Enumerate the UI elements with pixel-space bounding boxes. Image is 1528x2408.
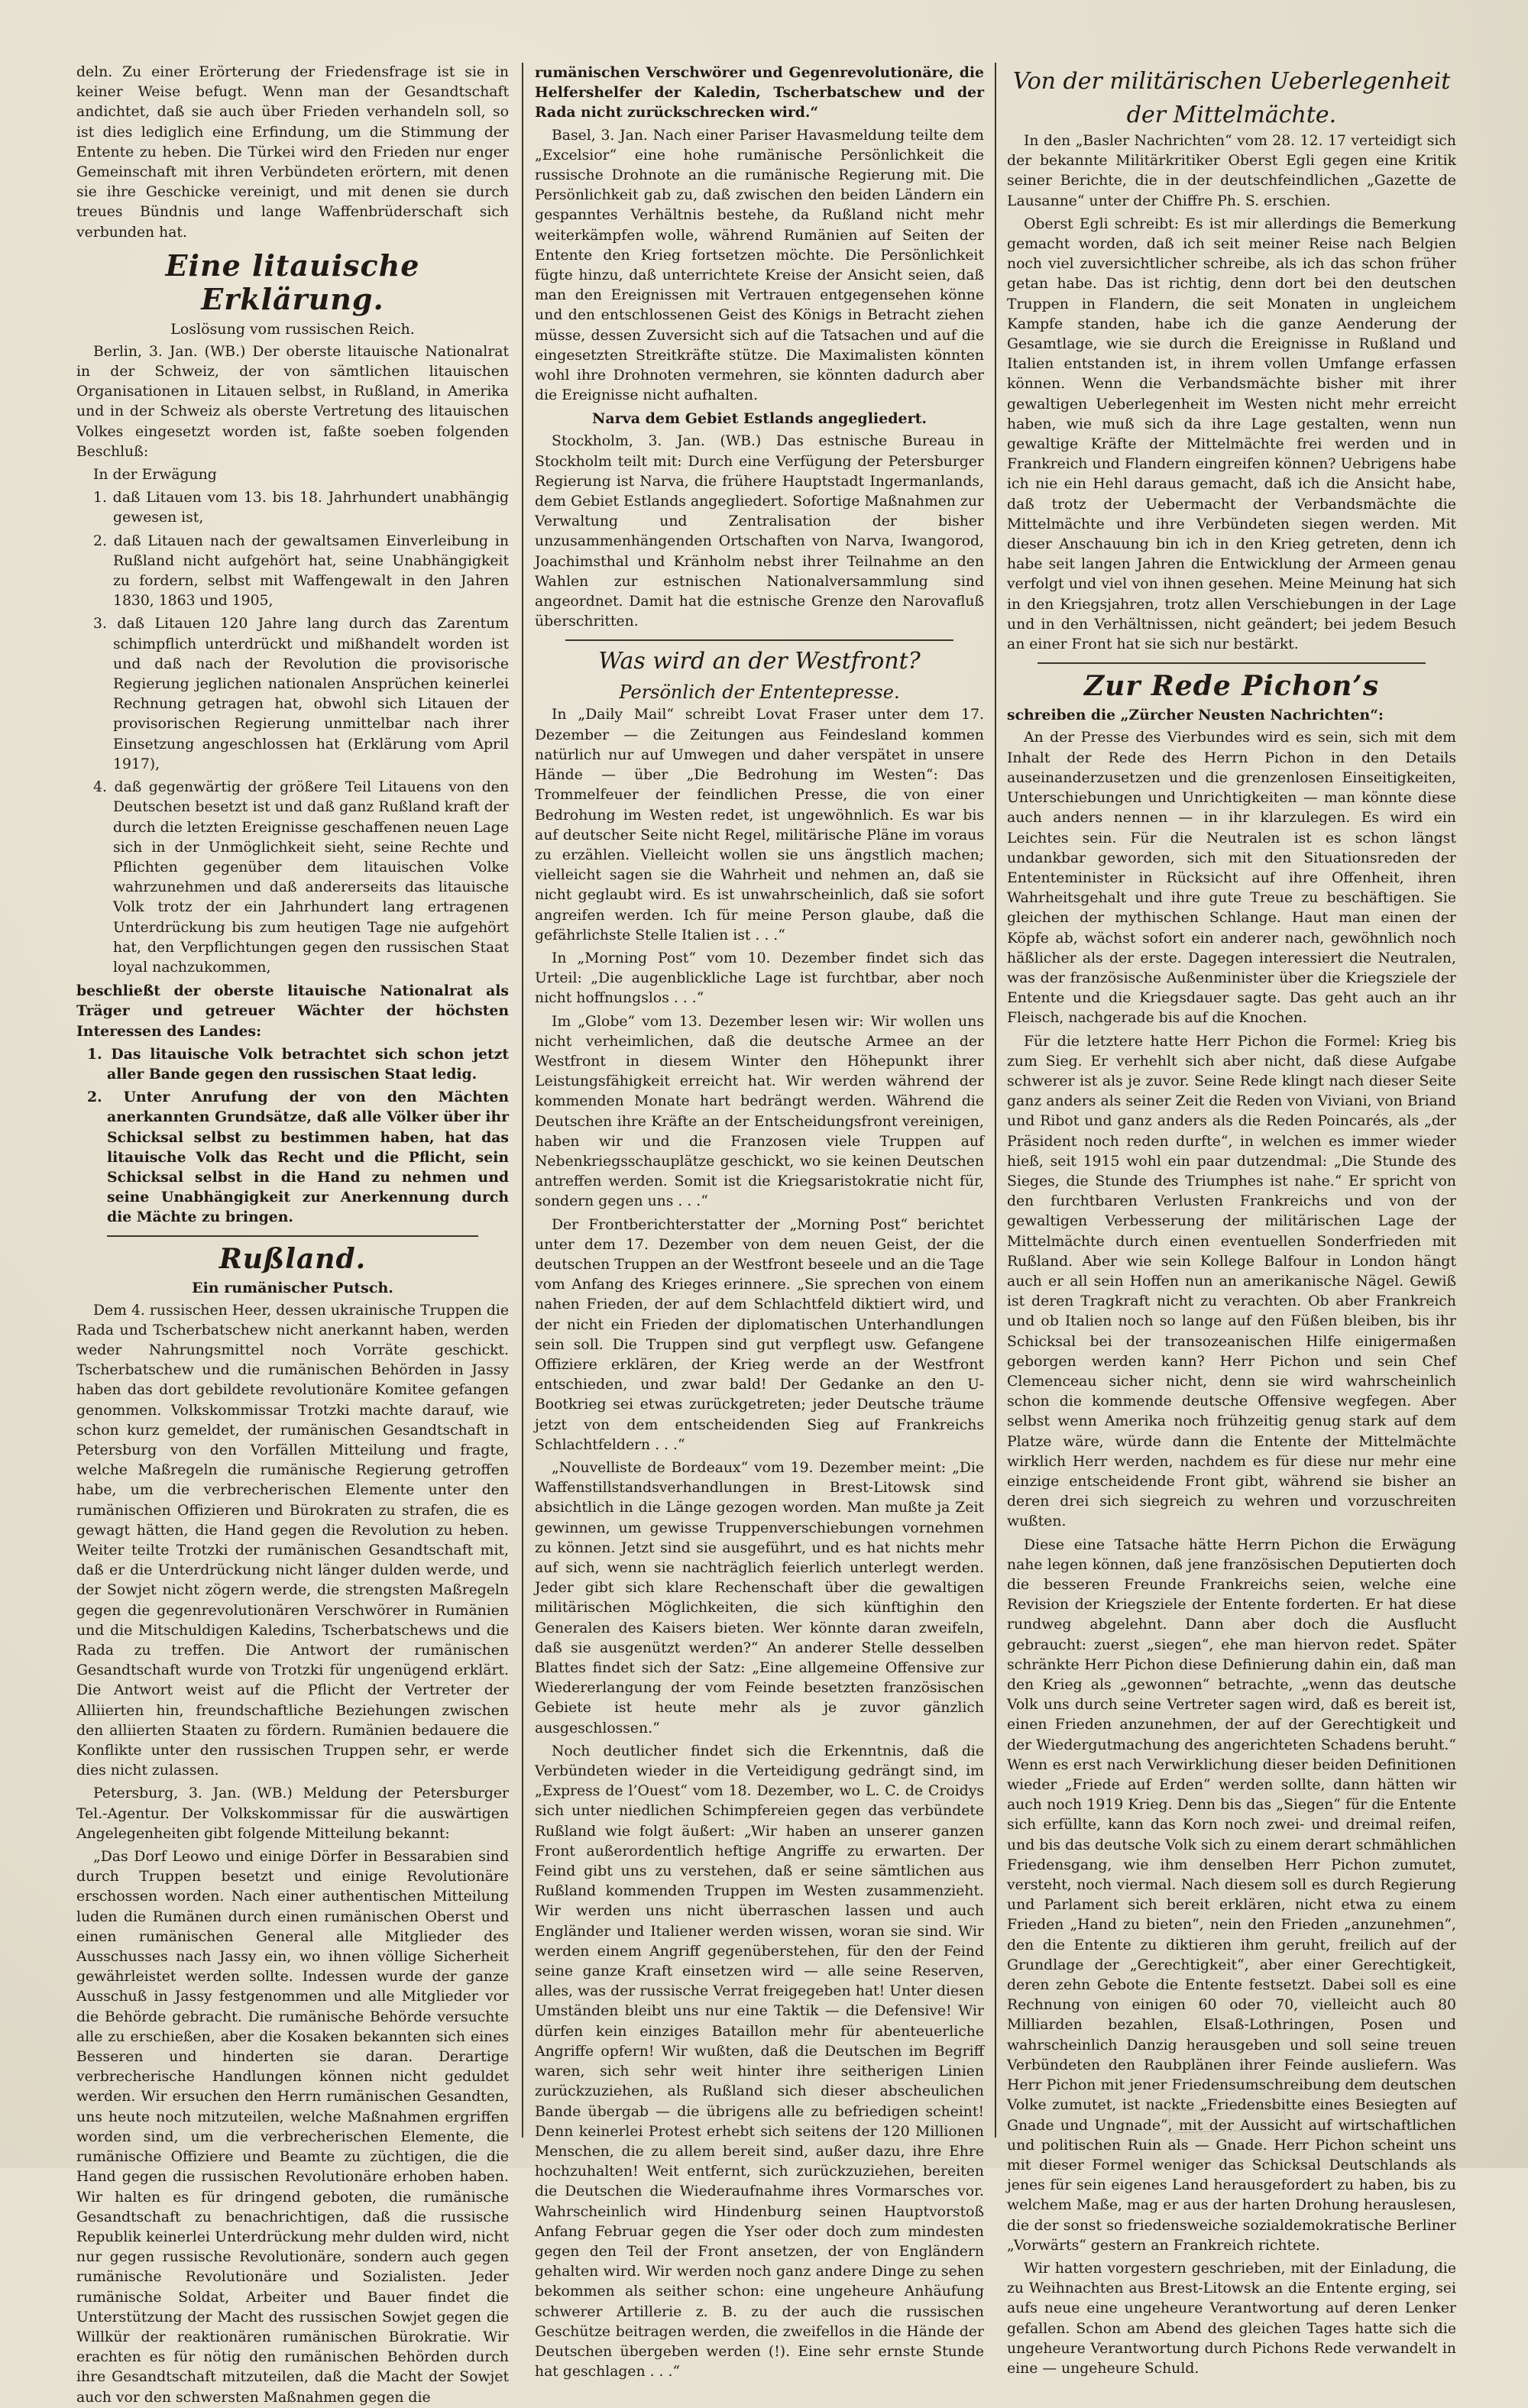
lithuania-paragraph-2: In der Erwägung [93,467,217,484]
nouvelliste-paragraph: „Nouvelliste de Bordeaux“ vom 19. Dezember meint: „Die Waffenstillstandsverhandlungen in Brest-Litowsk sind absichtlich in die Länge gezogen worden. Man mußte ja Zeit gewinnen, um gewisse Truppenverschiebungen vornehmen zu können. Jetzt sind sie ausgeführt, und es hat nichts mehr auf sich, wenn sie nachträglich feierlich unterlegt werden. Jeder gibt sich klare Rechenschaft über die gewaltigen militärischen Möglichkeiten, die sich künftighin den Generalen des Kaisers bieten. Wer könnte daran zweifeln, daß sie ausgenützt werden?“ An anderer Stelle desselben Blattes findet sich der Satz: „Eine allgemeine Offensive zur Wiedererlangung der vom Feinde besetzten französischen Gebiete ist heute mehr als je zuvor gänzlich ausgeschlossen.“ [535,1460,984,1736]
faint-stamp-mark [1169,2106,1286,2133]
romania-continuation: rumänischen Verschwörer und Gegenrevolutionäre, die Helfershelfer der Kaledin, Tscherbatschew und der Rada nicht zurückschrecken wird.“ [535,64,984,121]
military-headline-line-2: der Mittelmächte. [1126,102,1337,128]
express-de-louest-paragraph: Noch deutlicher findet sich die Erkenntnis, daß die Verbündeten wieder in die Verteidigung gedrängt sind, im „Express de l’Ouest“ vom 18. Dezember, wo L. C. de Croidys sich unter niedlichen Schimpfereien gegen das verbündete Rußland wie folgt äußert: „Wir haben an unserer ganzen Front außerordentlich heftige Angriffe zu erwarten. Der Feind gibt uns zu verstehen, daß er seine sämtlichen aus Rußland kommenden Truppen im Westen zusammenzieht. Wir werden uns nicht überraschen lassen und auch Engländer und Italiener werden wissen, woran sie sind. Wir werden einem Angriff gegenüberstehen, für den der Feind seine ganze Kraft einsetzen wird — alle seine Reserven, alles, was der russische Verrat freigegeben hat! Unter diesen Umständen bleibt uns nur eine Taktik — die Defensive! Wir dürfen kein einziges Bataillon mehr für abenteuerliche Angriffe opfern! Wir wußten, daß die Deutschen im Begriff waren, sich sehr weit hinter ihre seitherigen Linien zurückzuziehen, als Rußland sich dieser abscheulichen Bande übergab — die übrigens alle zu befriedigen scheint! Denn keinerlei Protest erhebt sich seitens der 120 Millionen Menschen, die zu allem bereit sind, außer dazu, ihre Ehre hochzuhalten! Weit entfernt, sich zurückzuziehen, bereiten die Deutschen die Wiederaufnahme ihres Vormarsches vor. Wahrscheinlich wird Hindenburg seinen Hauptvorstoß Anfang Februar gegen die Yser oder doch zum mindesten gegen den Teil der Front ansetzen, der von Engländern gehalten wird. Wir werden noch ganz andere Dinge zu sehen bekommen als seither schon: eine ungeheure Anhäufung schwerer Artillerie z. B. zu der auch die russischen Geschütze beitragen werden, die zweifellos in die Hände der Deutschen übergeben werden (!). Eine sehr ernste Stunde hat geschlagen . . .“ [535,1743,984,2380]
column-rule-2 [995,63,996,2138]
lithuania-point-2: 2. daß Litauen nach der gewaltsamen Einverleibung in Rußland nicht aufgehört hat, seine Unabhängigkeit zu fordern, selbst mit Waffengewalt in den Jahren 1830, 1863 und 1905, [93,532,509,610]
globe-paragraph: Im „Globe“ vom 13. Dezember lesen wir: Wir wollen uns nicht verheimlichen, daß die deutsche Armee an der Westfront in diesem Winter den Höhepunkt ihrer Leistungsfähigkeit erreicht hat. Wir werden während der kommenden Monate hart bedrängt werden. Während die Deutschen ihre Kräfte an der Entscheidungsfront vereinigen, haben wir und die Franzosen viele Truppen auf Nebenkriegsschauplätze geschickt, wo sie keinen Deutschen antreffen werden. Somit ist die Kriegsaristokratie nicht für, sondern gegen uns . . .“ [535,1013,984,1210]
pichon-paragraph-1: An der Presse des Vierbundes wird es sein, sich mit dem Inhalt der Rede des Herrn Pichon in den Details auseinanderzusetzen und die grenzenlosen Einseitigkeiten, Unterschiebungen und Unrichtigkeiten — man könnte diese auch anders nennen — in ihr klarzulegen. Es wird ein Leichtes sein. Für die Neutralen ist es schon längst undankbar geworden, sich mit den Situationsreden der Ententeminister in Rücksicht auf ihre Offenheit, ihren Wahrheitsgehalt und ihre gute Treue zu beschäftigen. Sie gleichen der mythischen Schlange. Haut man einen der Köpfe ab, wächst sofort ein anderer nach, gewöhnlich noch häßlicher als der erste. Dagegen interessiert die Neutralen, was der französische Außenminister über die Kriegsziele der Entente und die Kriegsdauer sagte. Das geht auch an ihr Fleisch, nachgerade bis auf die Knochen. [1007,730,1456,1027]
lithuania-resolution-1: 1. Das litauische Volk betrachtet sich schon jetzt aller Bande gegen den russischen Staat ledig. [87,1045,509,1083]
pichon-paragraph-3: Diese eine Tatsache hätte Herrn Pichon die Erwägung nahe legen können, daß jene französischen Deputierten doch die besseren Freunde Frankreichs seien, welche eine Revision der Kriegsziele der Entente forderten. Er hat diese rundweg abgelehnt. Dann aber doch die Ausflucht gebraucht: zuerst „siegen“, ehe man hiervon redet. Später schränkte Herr Pichon diese Definierung dahin ein, daß man den Krieg als „gewonnen“ betrachte, „wenn das deutsche Volk uns durch seine Vertreter sagen wird, daß es bereit ist, einen Frieden anzunehmen, der auf der Gerechtigkeit und der Wiedergutmachung des angerichteten Schadens beruht.“ Wenn es erst nach Verwirklichung dieser beiden Definitionen wieder „Friede auf Erden“ werden sollte, dann hätten wir auch noch 1919 Krieg. Denn bis das „Siegen“ für die Entente sich erfüllte, kann das Korn noch zwei- und dreimal reifen, und bis das deutsche Volk sich zu einem derart schmählichen Friedensgang, wie ihm denselben Herr Pichon zumutet, versteht, noch viermal. Nach diesem soll es durch Regierung und Parlament sich bereit erklären, nicht etwa zu einem Frieden „Hand zu bieten“, nein den Frieden „anzunehmen“, den die Entente zu diktieren ihm geruht, freilich auf der Grundlage der „Gerechtigkeit“, aber einer Gerechtigkeit, deren zehn Gebote die Entente festsetzt. Dabei soll es eine Rechnung von einigen 60 oder 70, vielleicht auch 80 Milliarden bezahlen, Elsaß-Lothringen, Posen und wahrscheinlich Danzig herausgeben und soll seine treuen Verbündeten den Raubplänen ihrer Feinde ausliefern. Was Herr Pichon mit jener Friedensumschreibung dem deutschen Volke zumutet, ist nackte „Friedensbitte eines Besiegten auf Gnade und Ungnade“, mit der Aussicht auf wirtschaftlichen und politischen Ruin als — Gnade. Herr Pichon scheint uns mit dieser Formel weniger das Schicksal Deutschlands als jenes für sein eigenes Land herausgefordert zu haben, bis zu welchem Maße, mag er aus der harten Drohung herauslesen, die der sonst so friedensweiche sozialdemokratische Berliner „Vorwärts“ gestern an Frankreich richtete. [1007,1536,1456,2254]
basler-nachrichten-paragraph: In den „Basler Nachrichten“ vom 28. 12. 17 verteidigt sich der bekannte Militärkritiker Oberst Egli gegen eine Kritik seiner Berichte, die in der deutschfeindlichen „Gazette de Lausanne“ unter der Chiffre Ph. S. erschien. [1007,133,1456,209]
stockholm-paragraph: Stockholm, 3. Jan. (WB.) Das estnische Bureau in Stockholm teilt mit: Durch eine Verfügung der Petersburger Regierung ist Narva, die frühere Hauptstadt Ingermanlands, dem Gebiet Estlands angegliedert. Sofortige Maßnahmen zur Verwaltung und Zentralisation der bisher unzusammenhängenden Ortschaften von Narva, Iwangorod, Joachimsthal und Kränholm nebst ihrer Teilnahme an den Wahlen zur estnischen Nationalversammlung sind angeordnet. Damit hat die estnische Grenze den Narovafluß überschritten. [535,433,984,630]
column-3 [1007,63,1456,2377]
westfront-headline: Was wird an der Westfront? [598,648,921,675]
russia-headline: Rußland. [219,1242,367,1275]
westfront-subheadline: Persönlich der Ententepresse. [619,681,900,704]
pichon-paragraph-4: Wir hatten vorgestern geschrieben, mit der Einladung, die zu Weihnachten aus Brest-Litowsk an die Entente erging, sei aufs neue eine ungeheure Verantwortung auf deren Lenker gefallen. Schon am Abend des gleichen Tages hatte sich die ungeheure Verantwortung durch Pichons Rede verwandelt in eine — ungeheure Schuld. [1007,2260,1456,2377]
lithuania-point-3: 3. daß Litauen 120 Jahre lang durch das Zarentum schimpflich unterdrückt und mißhandelt worden ist und daß nach der Revolution die provisorische Regierung jeglichen nationalen Ansprüchen keinerlei Rechnung getragen hat, obwohl sich Litauen der provisorischen Regierung unmittelbar nach ihrer Einsetzung angeschlossen hat (Erklärung vom April 1917), [93,616,509,772]
lithuania-resolution-intro: beschließt der oberste litauische Nationalrat als Träger und getreuer Wächter der höchsten Interessen des Landes: [76,982,509,1040]
section-divider [107,1235,478,1237]
russia-paragraph-2: Petersburg, 3. Jan. (WB.) Meldung der Petersburger Tel.-Agentur. Der Volkskommissar für die auswärtigen Angelegenheiten gibt folgende Mitteilung bekannt: [76,1785,509,1842]
column-2 [535,63,984,2380]
morning-post-paragraph: In „Morning Post“ vom 10. Dezember findet sich das Urteil: „Die augenblickliche Lage ist furchtbar, aber noch nicht hoffnungslos . . .“ [535,950,984,1007]
lithuania-point-1: 1. daß Litauen vom 13. bis 18. Jahrhundert unabhängig gewesen ist, [93,490,509,526]
pichon-headline: Zur Rede Pichon’s [1083,670,1380,703]
military-headline-line-1: Von der militärischen Ueberlegenheit [1012,68,1451,95]
column-1 [76,63,509,2406]
lithuania-paragraph-1: Berlin, 3. Jan. (WB.) Der oberste litauische Nationalrat in der Schweiz, der von sämtlichen litauischen Organisationen in Litauen selbst, in Rußland, in Amerika und in der Schweiz als oberste Vertretung des litauischen Volkes eingesetzt worden ist, faßte soeben folgenden Beschluß: [76,343,509,460]
russia-paragraph-3: „Das Dorf Leowo und einige Dörfer in Bessarabien sind durch Truppen besetzt und einige Revolutionäre erschossen worden. Nach einer authentischen Mitteilung luden die Rumänen durch einen rumänischen Oberst und einen rumänischen General alle Mitglieder des Ausschusses nach Jassy ein, wo ihnen völlige Sicherheit gewährleistet werden sollte. Indessen wurde der ganze Ausschuß in Jassy festgenommen und alle Mitglieder vor die Behörde gebracht. Die rumänische Behörde versuchte alle zu erschießen, aber die Kosaken bekannten sich eines Besseren und hinderten sie daran. Derartige verbrecherische Handlungen können nicht geduldet werden. Wir ersuchen den Herrn rumänischen Gesandten, uns heute noch mitzuteilen, welche Maßnahmen ergriffen worden sind, um die verbrecherischen Elemente, die rumänische Offiziere und Beamte zu züchtigen, die die Hand gegen die russischen Revolutionäre erhoben haben. Wir halten es für dringend geboten, die rumänische Gesandtschaft zu benachrichtigen, daß die russische Republik keinerlei Unterdrückung mehr dulden wird, nicht nur gegen russische Revolutionäre, sondern auch gegen rumänische Revolutionäre und Sozialisten. Jeder rumänische Soldat, Arbeiter und Bauer findet die Unterstützung der Macht des russischen Sowjet gegen die Willkür der reaktionären rumänischen Bürokratie. Wir erachten es für nötig den rumänischen Behörden durch ihre Gesandtschaft mitzuteilen, daß die Macht der Sowjet auch vor den schwersten Maßnahmen gegen die [76,1849,509,2406]
lithuania-subheadline: Loslösung vom russischen Reich. [170,320,415,338]
column-rule-1 [522,63,523,2138]
russia-subheadline: Ein rumänischer Putsch. [192,1279,393,1296]
turkey-continuation: deln. Zu einer Erörterung der Friedensfrage ist sie in keiner Weise befugt. Wenn man der Gesandtschaft andichtet, daß sie auch über Frieden verhandeln soll, so ist dies lediglich eine Erfindung, um die Stimmung der Entente zu heben. Die Türkei wird den Frieden nur enger Gemeinschaft mit ihren Verbündeten erörtern, mit denen sie ihre Geschicke vereinigt, und mit denen sie durch treues Bündnis und lange Waffenbrüderschaft sich verbunden hat. [76,64,509,241]
front-correspondent-paragraph: Der Frontberichterstatter der „Morning Post“ berichtet unter dem 17. Dezember von dem neuen Geist, der die deutschen Truppen an der Westfront beseele und an die Tage vom Anfang des Krieges erinnere. „Sie sprechen von einem nahen Frieden, der auf dem Schlachtfeld diktiert wird, und der nicht ein Frieden der diplomatischen Unterhandlungen sein soll. Die Truppen sind gut verpflegt usw. Gefangene Offiziere erklären, der Krieg werde an der Westfront entschieden, und zwar bald! Der Gedanke an den U-Bootkrieg sei etwas zurückgetreten; jeder Deutsche träume jetzt von dem entscheidenden Sieg auf Frankreichs Schlachtfeldern . . .“ [535,1216,984,1453]
basel-paragraph: Basel, 3. Jan. Nach einer Pariser Havasmeldung teilte dem „Excelsior“ eine hohe rumänische Persönlichkeit die russische Drohnote an die rumänische Regierung mit. Die Persönlichkeit gab zu, daß zwischen den beiden Ländern ein gespanntes Verhältnis bestehe, da Rußland nicht mehr weiterkämpfen wolle, während Rumänien auf Seiten der Entente den Krieg fortsetzen möchte. Die Persönlichkeit fügte hinzu, daß unterrichtete Kreise der Ansicht seien, daß man den Ereignissen mit Vertrauen entgegensehen könne und den entschlossenen Geist des Königs in Betracht ziehen müsse, dessen Zuversicht sich auf die Tatsachen und auf die eingesetzten Streitkräfte stütze. Die Maximalisten könnten wohl ihre Drohnoten vermehren, sie könnten dadurch aber die Ereignisse nicht aufhalten. [535,127,984,404]
oberst-egli-paragraph: Oberst Egli schreibt: Es ist mir allerdings die Bemerkung gemacht worden, daß ich seit meiner Reise nach Belgien noch viel zuversichtlicher schreibe, als ich das schon früher getan habe. Das ist richtig, denn dort bei den deutschen Truppen in Flandern, die seit Monaten in ungleichem Kampfe standen, habe ich die ganze Aenderung der Gesamtlage, wie sie durch die Ereignisse in Rußland und Italien entstanden ist, in ihrem vollen Umfange erfassen können. Wenn die Verbandsmächte bisher mit ihrer gewaltigen Ueberlegenheit im Westen nicht mehr erreicht haben, wie muß sich da ihre Lage gestalten, wenn nun gewaltige Kräfte der Mittelmächte frei werden und in Frankreich und Flandern eingreifen können? Uebrigens habe ich nie ein Hehl daraus gemacht, daß ich die Ansicht habe, daß trotz der Uebermacht der Verbandsmächte die Mittelmächte und ihre Verbündeten siegen werden. Mit dieser Anschauung bin ich in den Krieg getreten, denn ich habe seit langen Jahren die Entwicklung der Armeen genau verfolgt und viel von ihnen gesehen. Meine Meinung hat sich in den Kriegsjahren, trotz allen Verschiebungen in der Lage und in den Verhältnissen, nicht geändert; bei jedem Besuch an einer Front hat sie sich nur bestärkt. [1007,215,1456,653]
section-divider [565,639,953,641]
pichon-paragraph-2: Für die letztere hatte Herr Pichon die Formel: Krieg bis zum Sieg. Er verhehlt sich aber nicht, daß diese Aufgabe schwerer ist als je zuvor. Seine Rede klingt nach dieser Seite ganz anders als seiner Zeit die Reden von Viviani, von Briand und Ribot und ganz anders als die Reden Poincarés, als „der Präsident noch reden durfte“, in welchen es immer wieder hieß, seit 1915 wohl ein paar dutzendmal: „Die Stunde des Sieges, die Stunde des Triumphes ist nahe.“ Er spricht von den furchtbaren Verlusten Frankreichs und von der gewaltigen Verbesserung der militärischen Lage der Mittelmächte durch einen eventuellen Sonderfrieden mit Rußland. Aber wie sein Kollege Balfour in London hängt auch er all sein Hoffen nun an amerikanische Nägel. Gewiß ist deren Tragkraft nicht zu verachten. Ob aber Frankreich und ob Italien noch so lange auf den Füßen bleiben, bis ihr Schicksal bei der transozeanischen Hilfe einigermaßen geborgen werden kann? Herr Pichon und sein Chef Clemenceau sicher nicht, denn sie wird wahrscheinlich schon die kommende deutsche Offensive wegfegen. Aber selbst wenn Amerika noch frühzeitig genug stark auf dem Platze wäre, würde dann die Entente der Mittelmächte wirklich Herr werden, nachdem es für diese nur mehr eine einzige entscheidende Front gibt, während sie bisher an deren drei sich siegreich zu wehren und vorzuschreiten wußten. [1007,1033,1456,1530]
russia-paragraph-1: Dem 4. russischen Heer, dessen ukrainische Truppen die Rada und Tscherbatschew nicht anerkannt haben, werden weder Nahrungsmittel noch Vorräte geschickt. Tscherbatschew und die rumänischen Behörden in Jassy haben das dort gebildete revolutionäre Komitee gefangen genommen. Volkskommissar Trotzki machte darauf, wie schon kurz gemeldet, der rumänischen Gesandtschaft in Petersburg von den Vorfällen Mitteilung und fragte, welche Maßregeln die rumänische Regierung getroffen habe, um die verbrecherischen Elemente unter den rumänischen Offizieren und Bürokraten zu strafen, die es gewagt hätten, die Hand gegen die Revolution zu heben. Weiter teilte Trotzki der rumänischen Gesandtschaft mit, daß er die Unterdrückung nicht länger dulden werde, und der Sowjet nicht zögern werde, die strengsten Maßregeln gegen die gegenrevolutionären Verschwörer in Rumänien und die Mitschuldigen Kaledins, Tscherbatschews und die Rada zu treffen. Die Antwort der rumänischen Gesandtschaft wurde von Trotzki für ungenügend erklärt. Die Antwort weist auf die Pflicht der Vertreter der Alliierten hin, freundschaftliche Beziehungen zwischen den alliierten Staaten zu fördern. Rumänien bedauere die Konflikte unter den russischen Truppen sehr, er werde dies nicht zulassen. [76,1302,509,1779]
narva-headline: Narva dem Gebiet Estlands angegliedert. [591,410,927,428]
pichon-subheadline: schreiben die „Zürcher Neusten Nachrichten“: [1007,707,1384,724]
lithuania-resolution-2: 2. Unter Anrufung der von den Mächten anerkannten Grundsätze, daß alle Völker über ihr Schicksal selbst zu bestimmen haben, hat das litauische Volk das Recht und die Pflicht, sein Schicksal selbst in die Hand zu nehmen und seine Unabhängigkeit zur Anerkennung durch die Mächte zu bringen. [87,1089,509,1226]
section-divider [1038,662,1426,664]
lithuania-point-4: 4. daß gegenwärtig der größere Teil Litauens von den Deutschen besetzt ist und daß ganz Rußland kraft der durch die letzten Ereignisse geschaffenen neuen Lage sich in der Unmöglichkeit sieht, seine Rechte und Pflichten gegenüber dem litauischen Volke wahrzunehmen und daß andererseits das litauische Volk trotz der ein Jahrhundert lang ertragenen Unterdrückung bis zum heutigen Tage nie aufgehört hat, den Verpflichtungen gegen den russischen Staat loyal nachzukommen, [93,779,509,976]
lithuania-headline: Eine litauische Erklärung. [165,248,420,316]
daily-mail-paragraph: In „Daily Mail“ schreibt Lovat Fraser unter dem 17. Dezember — die Zeitungen aus Feindesland kommen natürlich nur auf Umwegen und daher verspätet in unsere Hände — über „Die Bedrohung im Westen“: Das Trommelfeuer der feindlichen Presse, die von einer Bedrohung im Westen redet, ist ungewöhnlich. Es war bis auf deutscher Seite nicht Regel, militärische Pläne im voraus zu erzählen. Vielleicht wollen sie uns ängstlich machen; vielleicht sagen sie die Wahrheit und nehmen an, daß sie nicht geglaubt wird. Es ist unwahrscheinlich, daß sie sofort angreifen werden. Ich für meine Person glaube, daß die gefährlichste Stelle Italien ist . . .“ [535,707,984,943]
